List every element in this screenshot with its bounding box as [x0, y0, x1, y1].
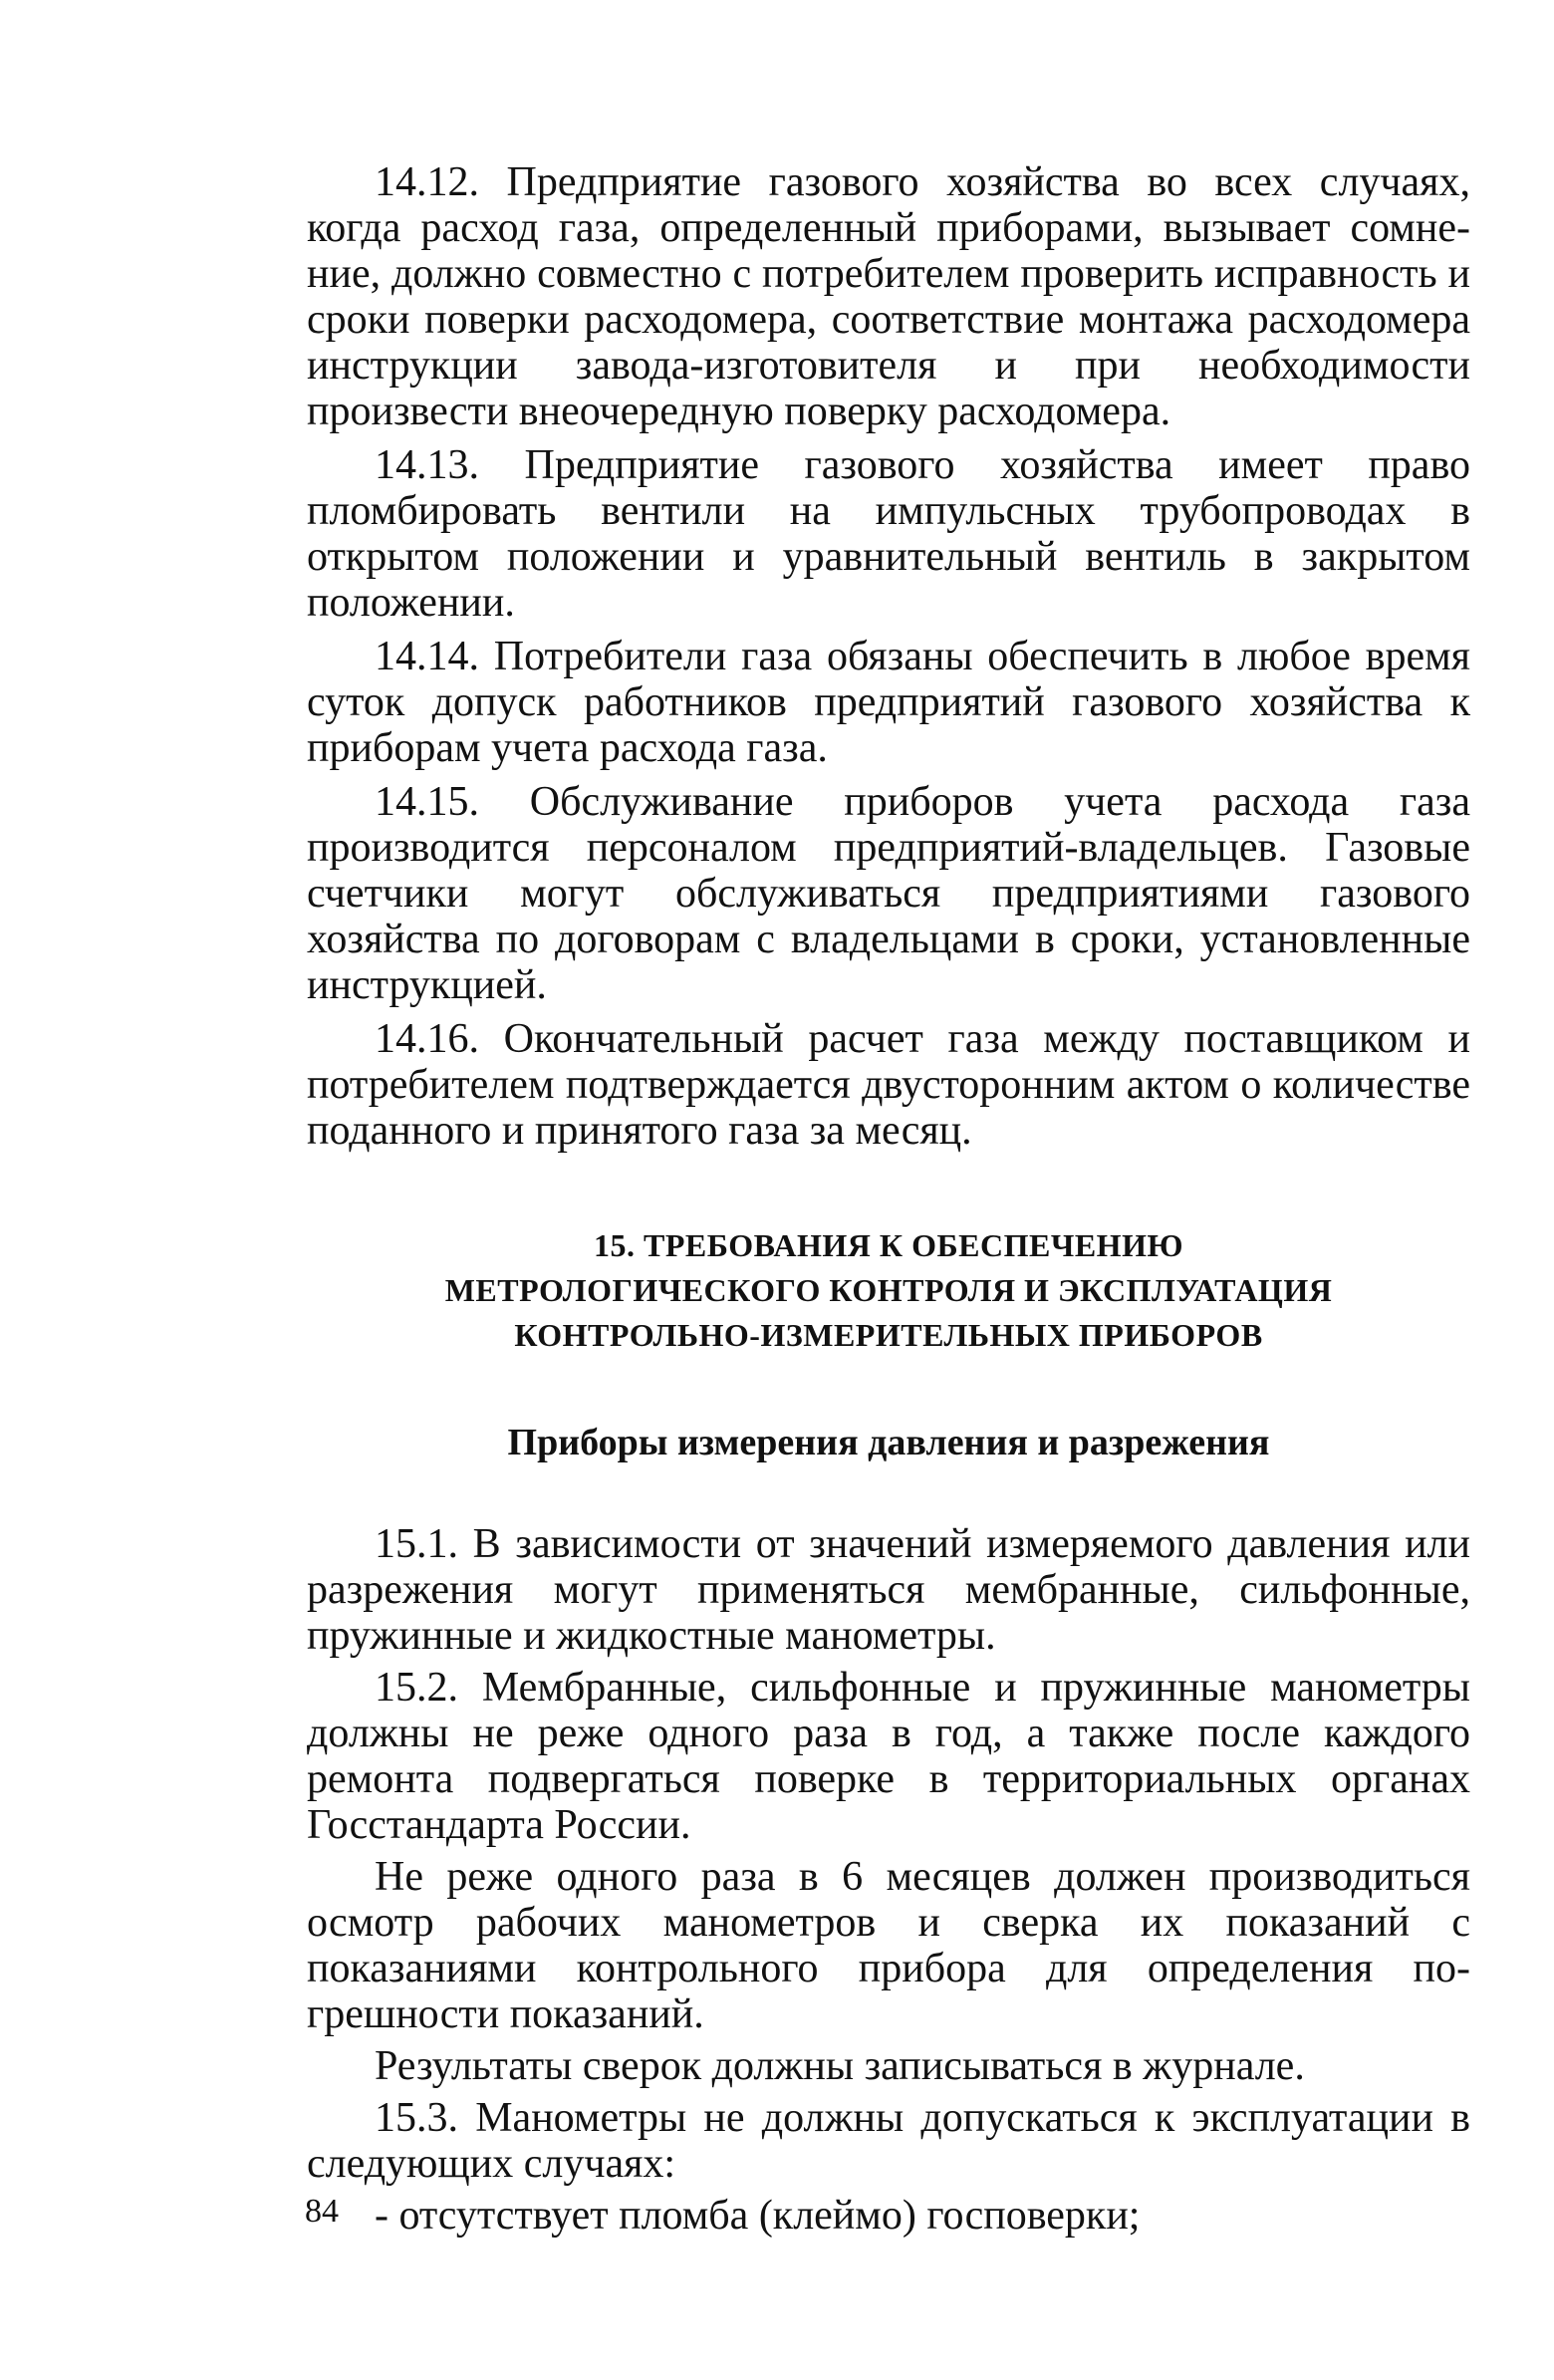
- section-heading-line-1: 15. ТРЕБОВАНИЯ К ОБЕСПЕЧЕНИЮ: [594, 1227, 1183, 1263]
- page-number: 84: [305, 2193, 339, 2230]
- section-heading-line-3: КОНТРОЛЬНО-ИЗМЕРИТЕЛЬНЫХ ПРИБОРОВ: [514, 1317, 1263, 1353]
- paragraph-15-2: 15.2. Мембранные, сильфонные и пружинные манометры должны не реже одного раза в год, а также после каждого ремонта подвергаться поверке в территориальных органах Госстандарта России.: [307, 1665, 1470, 1848]
- section-15-heading: [307, 1223, 1470, 1358]
- list-item-missing-seal: - отсутствует пломба (клеймо) госповерки;: [375, 2193, 1141, 2239]
- document-page: [307, 159, 1470, 2245]
- subsection-heading: Приборы измерения давления и разрежения: [507, 1422, 1270, 1463]
- paragraph-14-13: 14.13. Предприятие газового хозяйства имеет право пломбировать вентили на импульсных трубопроводах в открытом положении и уравнительный вентиль в закрытом положении.: [307, 442, 1470, 626]
- paragraph-results-journal: Результаты сверок должны записываться в журнале.: [375, 2043, 1305, 2089]
- paragraph-14-15: 14.15. Обслуживание приборов учета расхода газа производится персоналом предприятий-владельцев. Газовые счетчики могут обслуживаться предприятиями газового хозяйства по договорам с владельцами в сроки, установленные инструкцией.: [307, 779, 1470, 1008]
- section-heading-line-2: МЕТРОЛОГИЧЕСКОГО КОНТРОЛЯ И ЭКСПЛУАТАЦИЯ: [444, 1272, 1333, 1308]
- paragraph-15-1: 15.1. В зависимости от значений измеряемого давления или разрежения могут применяться мембранные, сильфонные, пружинные и жидкостные манометры.: [307, 1521, 1470, 1659]
- paragraph-15-3: 15.3. Манометры не должны допускаться к эксплуатации в следующих случаях:: [307, 2095, 1470, 2187]
- paragraph-14-16: 14.16. Окончательный расчет газа между поставщиком и потребителем подтверждается двусторонним актом о количестве поданного и принятого газа за месяц.: [307, 1016, 1470, 1154]
- paragraph-14-14: 14.14. Потребители газа обязаны обеспечить в любое время суток допуск работников предприятий газового хозяйства к приборам учета расхода газа.: [307, 634, 1470, 771]
- paragraph-14-12: 14.12. Предприятие газового хозяйства во всех случаях, когда расход газа, определенный приборами, вызывает сомнение, должно совместно с потребителем проверить исправность и сроки поверки расходомера, соответствие монтажа расходомера инструкции завода-изготовителя и при необходимости произвести внеочередную поверку расходомера.: [307, 159, 1470, 434]
- paragraph-inspection-interval: Не реже одного раза в 6 месяцев должен производиться осмотр рабочих манометров и сверка их показаний с показаниями контрольного прибора для определения погрешности показаний.: [307, 1854, 1470, 2037]
